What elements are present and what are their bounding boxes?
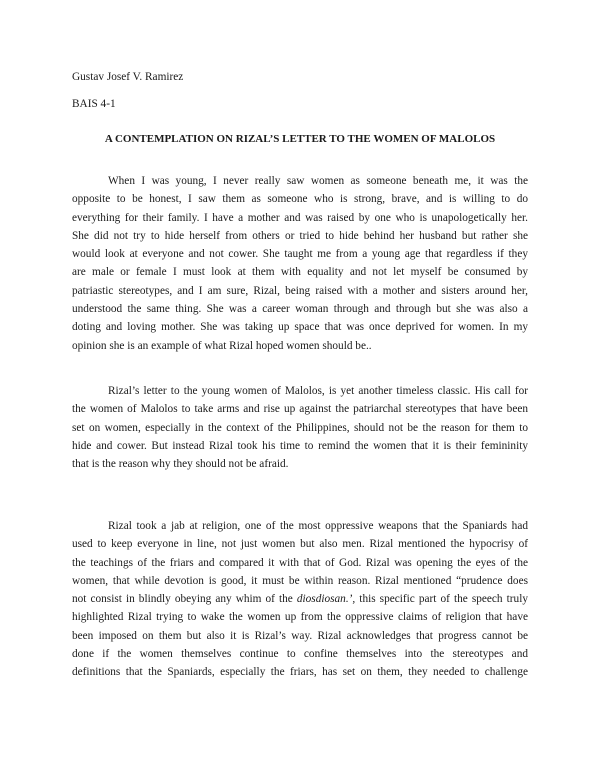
line-text: this specific part of the speech truly [355,593,528,606]
text-line: women, that while devotion is good, it must be within reason. Rizal mentioned “prudence does [72,574,528,587]
italic-term: diosdiosan.’, [296,593,356,606]
text-line: hide and cower. But instead Rizal took his time to remind the women that it is their femininity [72,439,528,452]
class-section: BAIS 4-1 [72,98,116,110]
text-line: Rizal took a jab at religion, one of the most oppressive weapons that the Spaniards had [108,520,528,532]
text-line: doting and loving mother. She was taking up space that was once deprived for women. In my [72,321,528,334]
text-line: When I was young, I never really saw women as someone beneath me, it was the [108,175,528,187]
text-line: opposite to be honest, I saw them as someone who is strong, brave, and is willing to do [72,193,528,206]
text-line: done if the women themselves continue to confine themselves into the stereotypes and [72,648,528,661]
text-line: highlighted Rizal trying to wake the women up from the oppressive claims of religion that have [72,611,528,624]
text-line: She did not try to hide herself from others or tried to hide behind her husband but rather she [72,229,528,242]
paragraph-1 [72,172,528,355]
text-line: would look at everyone and not cower. She taught me from a young age that regardless if they [72,248,528,261]
author-name: Gustav Josef V. Ramirez [72,71,184,83]
text-line: used to keep everyone in line, not just women but also men. Rizal mentioned the hypocrisy of [72,538,528,551]
text-line-with-term [72,590,528,608]
text-line: set on women, especially in the context of the Philippines, should not be the reason for them to [72,421,528,434]
text-line: that is the reason why they should not be afraid. [72,458,289,471]
paragraph-3 [72,517,528,682]
text-line: patriastic stereotypes, and I am sure, Rizal, being raised with a mother and sisters around her, [72,284,528,297]
essay-title: A CONTEMPLATION ON RIZAL’S LETTER TO THE WOMEN OF MALOLOS [104,133,496,145]
text-line: Rizal’s letter to the young women of Malolos, is yet another timeless classic. His call for [108,385,528,397]
text-line: are male or female I must look at them with equality and not let myself be consumed by [72,266,528,279]
text-line: everything for their family. I have a mother and was raised by one who is unapologetically her. [72,211,528,224]
text-line: the women of Malolos to take arms and rise up against the patriarchal stereotypes that have been [72,403,528,416]
text-line: been imposed on them but also it is Rizal’s way. Rizal acknowledges that progress cannot be [72,629,528,642]
paragraph-2 [72,382,528,473]
text-line: understood the same thing. She was a career woman through and through but she was also a [72,303,528,316]
line-text: not consist in blindly obeying any whim of the [72,593,297,606]
text-line: the teachings of the friars and compared it with that of God. Rizal was opening the eyes of the [72,556,528,569]
text-line: opinion she is an example of what Rizal hoped women should be.. [72,339,372,352]
text-line: definitions that the Spaniards, especially the friars, has set on them, they needed to challenge [72,666,528,679]
